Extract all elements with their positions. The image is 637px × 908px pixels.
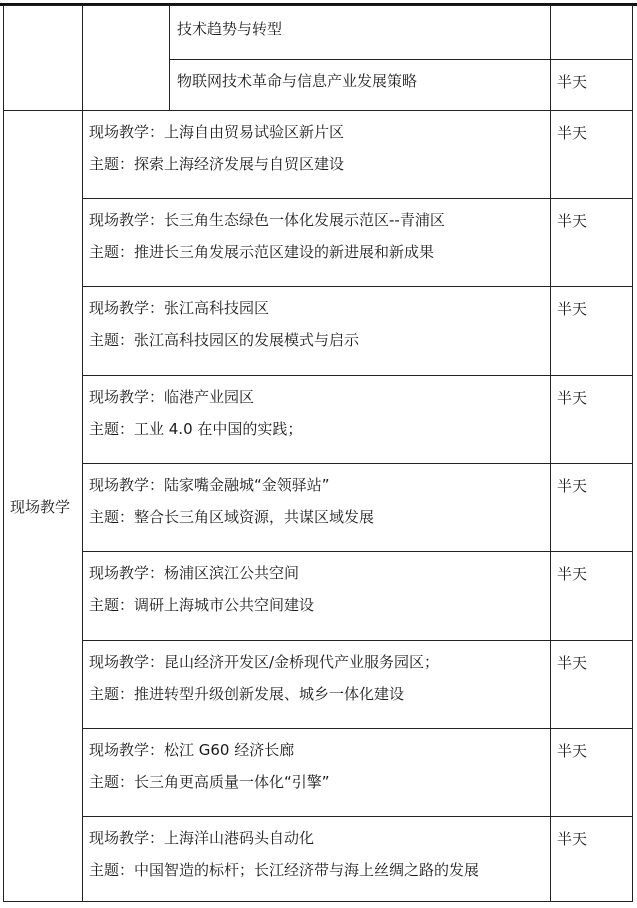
site-text: 现场教学：松江 G60 经济长廊 — [89, 741, 295, 759]
topic-cell — [170, 6, 551, 60]
site-text: 现场教学：张江高科技园区 — [89, 299, 270, 317]
site-text: 现场教学：上海自由贸易试验区新片区 — [89, 123, 345, 141]
duration-cell — [551, 287, 633, 376]
site-text: 现场教学：长三角生态绿色一体化发展示范区--青浦区 — [89, 211, 445, 229]
duration-cell — [551, 6, 633, 60]
table-row — [4, 552, 633, 641]
item-cell — [83, 199, 551, 287]
duration-text: 半天 — [557, 565, 588, 583]
table-row — [4, 111, 633, 199]
theme-text: 主题：推进长三角发展示范区建设的新进展和新成果 — [89, 243, 435, 261]
duration-cell — [551, 464, 633, 552]
table-row — [4, 199, 633, 287]
theme-text: 主题：中国智造的标杆；长江经济带与海上丝绸之路的发展 — [89, 861, 480, 879]
category-cell — [4, 111, 83, 902]
site-text: 现场教学：杨浦区滨江公共空间 — [89, 564, 300, 582]
theme-text: 主题：调研上海城市公共空间建设 — [89, 596, 315, 614]
theme-text: 主题：整合长三角区域资源，共谋区域发展 — [89, 508, 375, 526]
item-cell — [83, 552, 551, 641]
category-label: 现场教学 — [10, 497, 71, 516]
item-cell — [83, 376, 551, 464]
table-row — [4, 6, 633, 60]
site-text: 现场教学：陆家嘴金融城“金领驿站” — [89, 476, 330, 494]
duration-cell — [551, 641, 633, 729]
table-row — [4, 464, 633, 552]
topic-text: 技术趋势与转型 — [177, 19, 283, 38]
topic-cell — [170, 60, 551, 111]
item-cell — [83, 287, 551, 376]
duration-text: 半天 — [557, 73, 588, 91]
schedule-table — [3, 5, 633, 902]
table-row — [4, 729, 633, 817]
item-cell — [83, 641, 551, 729]
duration-text — [551, 6, 632, 17]
empty-subcategory-cell — [83, 6, 170, 111]
theme-text: 主题：张江高科技园区的发展模式与启示 — [89, 331, 360, 349]
table-row — [4, 287, 633, 376]
theme-text: 主题：探索上海经济发展与自贸区建设 — [89, 155, 345, 173]
item-cell — [83, 817, 551, 902]
duration-cell — [551, 199, 633, 287]
site-text: 现场教学：临港产业园区 — [89, 388, 255, 406]
theme-text: 主题：长三角更高质量一体化“引擎” — [89, 773, 330, 791]
theme-text: 主题：工业 4.0 在中国的实践； — [89, 420, 303, 438]
duration-text: 半天 — [557, 742, 588, 760]
duration-text: 半天 — [557, 124, 588, 142]
table-row — [4, 376, 633, 464]
theme-text: 主题：推进转型升级创新发展、城乡一体化建设 — [89, 685, 405, 703]
item-cell — [83, 464, 551, 552]
duration-cell — [551, 817, 633, 902]
site-text: 现场教学：上海洋山港码头自动化 — [89, 829, 315, 847]
duration-cell — [551, 729, 633, 817]
table-row — [4, 817, 633, 902]
duration-text: 半天 — [557, 389, 588, 407]
item-cell — [83, 729, 551, 817]
item-cell — [83, 111, 551, 199]
site-text: 现场教学：昆山经济开发区/金桥现代产业服务园区； — [89, 653, 440, 671]
table-row — [4, 641, 633, 729]
duration-cell — [551, 60, 633, 111]
duration-text: 半天 — [557, 654, 588, 672]
duration-cell — [551, 552, 633, 641]
duration-text: 半天 — [557, 830, 588, 848]
duration-text: 半天 — [557, 477, 588, 495]
topic-text: 物联网技术革命与信息产业发展策略 — [177, 72, 418, 90]
duration-cell — [551, 111, 633, 199]
duration-text: 半天 — [557, 300, 588, 318]
duration-cell — [551, 376, 633, 464]
empty-category-cell — [4, 6, 83, 111]
duration-text: 半天 — [557, 212, 588, 230]
